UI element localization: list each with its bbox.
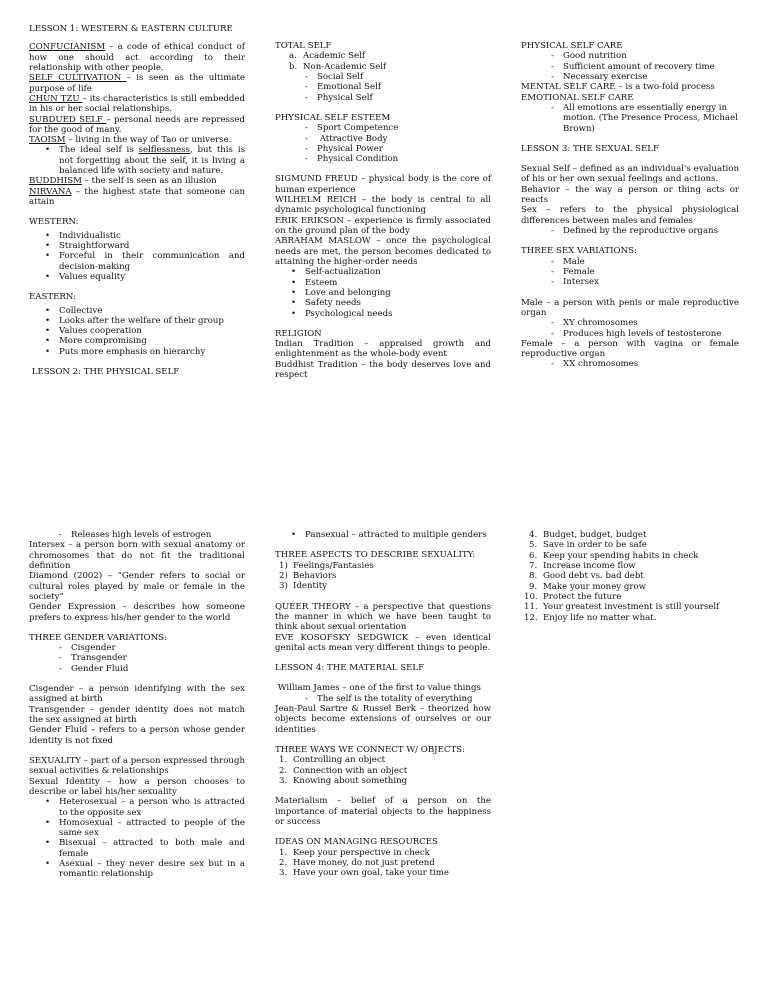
sexuality-def: SEXUALITY – part of a person expressed through sexual activities & relationships [29,755,245,777]
list-item: - Emotional Self [275,82,491,92]
list-item: • Homosexual – attracted to people of the same sex [29,818,245,839]
lesson4-title: LESSON 4: THE MATERIAL SELF [275,663,425,674]
total-self-list [275,51,491,72]
list-item: • Individualistic [29,231,245,241]
list-item: - Attractive Body [275,134,491,144]
list-item: 8. Good debt vs. bad debt [529,571,644,582]
lesson3-title: LESSON 3: THE SEXUAL SELF [521,143,659,154]
emotional-care-list [521,103,739,134]
list-item: - Releases high levels of estrogen [29,530,245,540]
sexual-identity-def: Sexual Identity – how a person chooses to describe or label his/her sexuality [29,776,245,797]
sex-list [521,226,739,236]
estrogen-list [29,530,245,540]
esteem-list [275,123,491,164]
list-item: - Sport Competence [275,123,491,133]
western-title: WESTERN: [29,217,79,228]
page-1 [0,24,768,494]
list-item: 5. Save in order to be safe [529,540,647,551]
list-item: - Intersex [521,277,739,287]
list-item: - Gender Fluid [29,664,245,674]
list-item: • Straightforward [29,241,245,251]
list-item: 3. Have your own goal, take your time [279,868,449,879]
mental-care-def: MENTAL SELF CARE – is a two-fold process [521,82,715,93]
cisgender-def: Cisgender – a person identifying with the sex assigned at birth [29,684,245,705]
self-cultivation-def: SELF CULTIVATION – is seen as the ultimate purpose of life [29,73,246,94]
total-self-title: TOTAL SELF [275,41,332,51]
list-item: - XX chromosomes [521,359,739,369]
indian-tradition: Indian Tradition – appraised growth and enlightenment as the whole-body event [275,339,491,360]
erikson-def: ERIK ERIKSON – experience is firmly associated on the ground plan of the body [275,215,491,236]
eastern-title: EASTERN: [29,292,76,303]
western-list [29,231,245,283]
list-item: • Values cooperation [29,326,245,336]
maslow-def: ABRAHAM MASLOW – once the psychological needs are met, the person becomes dedicated to attaining the higher-order needs [275,236,491,267]
list-item: a. Academic Self [289,51,366,62]
list-item: • Values equality [29,272,245,282]
connect-list [275,755,491,786]
list-item: - XY chromosomes [521,318,739,328]
aspects-list [275,561,491,592]
list-item: 9. Make your money grow [529,581,647,592]
list-item: - Good nutrition [521,51,739,61]
list-item: • Esteem [275,278,491,288]
ideas-list [275,848,491,879]
male-def: Male – a person with penis or male reproductive organ [521,297,739,318]
list-item: • Safety needs [275,298,491,308]
page-2 [0,530,768,1000]
freud-def: SIGMUND FREUD – physical body is the core of human experience [275,174,491,195]
list-item: 3. Knowing about something [279,775,408,786]
list-item: - Physical Self [275,93,491,103]
intersex-def: Intersex – a person born with sexual anatomy or chromosomes that do not fit the traditional definition [29,540,245,571]
list-item: • Looks after the welfare of their group [29,316,245,326]
list-item: • Asexual – they never desire sex but in a romantic relationship [29,859,245,880]
ideas-title: IDEAS ON MANAGING RESOURCES [275,837,438,848]
lesson1-title: LESSON 1: WESTERN & EASTERN CULTURE [29,24,233,34]
list-item: 1) Feelings/Fantasies [279,560,374,571]
reich-def: WILHELM REICH – the body is central to all dynamic psychological functioning [275,195,491,216]
physical-care-list [521,51,739,82]
list-item: • Bisexual – attracted to both male and female [29,838,245,859]
list-item: • Love and belonging [275,288,491,298]
gender-variations-list [29,643,245,674]
materialism-def: Materialism – belief of a person on the importance of material objects to the happiness or success [275,796,491,827]
physical-esteem-title: PHYSICAL SELF ESTEEM [275,112,391,123]
list-item: - Sufficient amount of recovery time [521,62,739,72]
list-item: • Heterosexual – a person who is attracted to the opposite sex [29,797,245,818]
list-item: 6. Keep your spending habits in check [529,550,699,561]
list-item: - Social Self [275,72,491,82]
buddhist-tradition: Buddhist Tradition – the body deserves love and respect [275,359,491,381]
james-list [275,694,491,704]
list-item: 4. Budget, budget, budget [529,530,647,540]
page2-column-1 [29,530,245,880]
page1-column-2 [275,41,491,380]
list-item: • Collective [29,306,245,316]
sex-variations-title: THREE SEX VARIATIONS: [521,246,637,257]
taoism-def: TAOISM – living in the way of Tao or universe. [29,135,232,146]
list-item: - All emotions are essentially energy in motion. (The Presence Process, Michael Brown) [521,103,739,134]
female-list [521,359,739,369]
list-item: b. Non-Academic Self [289,61,387,72]
list-item: • The ideal self is selflessness, but this is not forgetting about the self, it is living a balanced life with society and nature. [29,145,245,176]
list-item: - Physical Power [275,144,491,154]
list-item: • Self-actualization [275,267,491,277]
resources-list-continued [521,530,739,623]
chun-tzu-def: CHUN TZU – its characteristics is still embedded in his or her social relationships. [29,93,245,115]
page1-column-1 [29,24,245,377]
sexual-self-def: Sexual Self – defined as an individual's evaluation of his or her own sexual feelings and actions. [521,164,739,185]
confucianism-def: CONFUCIANISM – a code of ethical conduct of how one should act according to their relationship with other people. [29,42,245,73]
list-item: - The self is the totality of everything [275,694,491,704]
list-item: 12. Enjoy life no matter what. [524,612,657,623]
non-academic-list [275,72,491,103]
emotional-care-title: EMOTIONAL SELF CARE [521,92,634,103]
buddhism-def: BUDDHISM – the self is seen as an illusion [29,176,217,187]
list-item: - Physical Condition [275,154,491,164]
list-item: • Puts more emphasis on hierarchy [29,347,245,357]
connect-title: THREE WAYS WE CONNECT W/ OBJECTS: [275,745,465,755]
list-item: • More compromising [29,336,245,346]
page2-column-2 [275,530,491,878]
sex-variations-list [521,257,739,288]
list-item: 7. Increase income flow [529,560,636,571]
list-item: - Defined by the reproductive organs [521,226,739,236]
list-item: - Produces high levels of testosterone [521,329,739,339]
gender-fluid-def: Gender Fluid – refers to a person whose gender identity is not fixed [29,725,245,746]
list-item: • Pansexual – attracted to multiple genders [275,530,491,540]
page1-column-3 [521,41,739,370]
religion-title: RELIGION [275,328,322,339]
list-item: - Cisgender [29,643,245,653]
list-item: 2. Connection with an object [279,765,408,776]
subdued-self-def: SUBDUED SELF – personal needs are repressed for the good of many. [29,114,245,135]
male-list [521,318,739,339]
behavior-def: Behavior – the way a person or thing acts or reacts [521,184,739,206]
page2-column-3 [521,530,739,623]
nirvana-def: NIRVANA – the highest state that someone can attain [29,186,245,207]
list-item: 2) Behaviors [279,570,337,581]
list-item: 10. Protect the future [524,591,622,602]
female-def: Female – a person with vagina or female reproductive organ [521,338,739,360]
queer-theory-def: QUEER THEORY – a perspective that questions the manner in which we have been taught to think about sexual orientation [275,601,491,633]
list-item: • Psychological needs [275,309,491,319]
eastern-list [29,306,245,358]
sexual-identity-list [29,797,245,880]
list-item: - Necessary exercise [521,72,739,82]
list-item: - Female [521,267,739,277]
gender-expression-def: Gender Expression – describes how someone prefers to express his/her gender to the world [29,602,245,623]
list-item: 1. Controlling an object [279,755,386,766]
list-item: 1. Keep your perspective in check [279,847,430,858]
list-item: 3) Identity [279,581,328,592]
gender-variations-title: THREE GENDER VARIATIONS: [29,632,167,643]
transgender-def: Transgender – gender identity does not match the sex assigned at birth [29,704,245,725]
pansexual-list [275,530,491,540]
list-item: 2. Have money, do not just pretend [279,857,435,868]
list-item: - Male [521,257,739,267]
list-item: - Transgender [29,653,245,663]
diamond-quote: Diamond (2002) – “Gender refers to social or cultural roles played by male or female in the society” [29,571,245,602]
taoism-list [29,145,245,176]
list-item: 11. Your greatest investment is still yourself [524,602,720,613]
sedgwick-def: EVE KOSOFSKY SEDGWICK – even identical genital acts mean very different things to people. [275,632,491,653]
lesson2-title: LESSON 2: THE PHYSICAL SELF [29,367,180,378]
aspects-title: THREE ASPECTS TO DESCRIBE SEXUALITY: [275,550,476,561]
sartre-def: Jean-Paul Sartre & Russel Berk – theorized how objects become extensions of ourselves or our identities [275,704,491,735]
sex-def: Sex – refers to the physical physiological differences between males and females [521,205,739,226]
list-item: • Forceful in their communication and decision-making [29,251,245,272]
maslow-list [275,267,491,319]
william-james-def: William James – one of the first to value things [275,683,481,694]
physical-care-title: PHYSICAL SELF CARE [521,41,623,51]
